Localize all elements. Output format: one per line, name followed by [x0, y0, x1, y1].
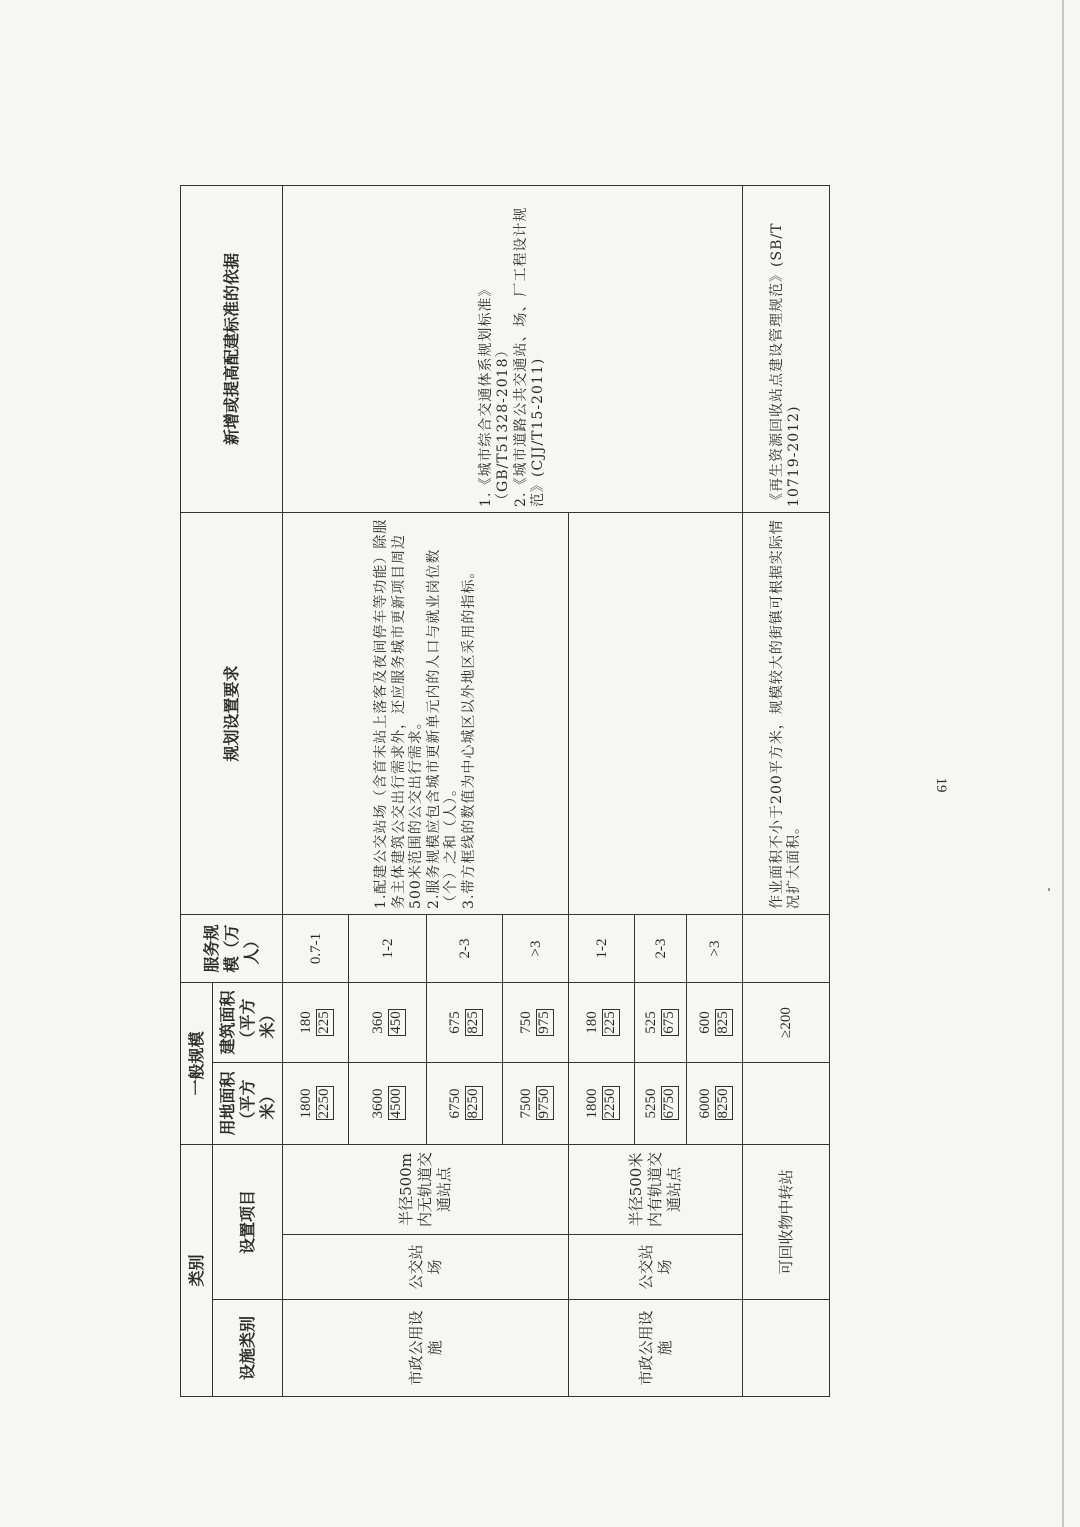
service-scale-cell: 1-2	[349, 914, 427, 982]
header-building-area: 建筑面积（平方米）	[213, 982, 283, 1062]
land-area-cell: 1800 2250	[569, 1062, 635, 1144]
header-land-area: 用地面积（平方米）	[213, 1062, 283, 1144]
service-scale-cell: 1-2	[569, 914, 635, 982]
service-scale-cell: >3	[687, 914, 743, 982]
land-area-cell: 1800 2250	[283, 1062, 349, 1144]
service-scale-cell: >3	[503, 914, 569, 982]
standards-table	[180, 185, 830, 1397]
building-area-cell: 600 825	[687, 982, 743, 1062]
land-area-cell: 6000 8250	[687, 1062, 743, 1144]
service-scale-cell: 2-3	[635, 914, 687, 982]
land-area-cell: 7500 9750	[503, 1062, 569, 1144]
recycle-item: 可回收物中转站	[743, 1144, 830, 1299]
page-number: 19	[933, 777, 949, 793]
header-general-scale: 一般规模	[181, 982, 213, 1144]
group2-requirements-empty	[569, 512, 743, 914]
service-scale-cell: 2-3	[427, 914, 503, 982]
recycle-requirements: 作业面积不小于200平方米，规模较大的街镇可根据实际情况扩大面积。	[743, 512, 830, 914]
recycle-building-area: ≥200	[743, 982, 830, 1062]
recycle-land-empty	[743, 1062, 830, 1144]
recycle-facility-type-empty	[743, 1300, 830, 1397]
header-setting-item: 设置项目	[213, 1144, 283, 1299]
land-area-cell: 5250 6750	[635, 1062, 687, 1144]
group1-facility-type: 市政公用设施	[283, 1300, 569, 1397]
land-area-cell: 6750 8250	[427, 1062, 503, 1144]
building-area-cell: 750 975	[503, 982, 569, 1062]
scan-speck	[1048, 888, 1050, 891]
header-basis: 新增或提高配建标准的依据	[181, 185, 283, 512]
standards-table-rotated	[180, 186, 830, 1397]
group1-requirements: 1.配建公交站场（含首末站上落客及夜间停车等功能）除服务主体建筑公交出行需求外，还应服务城市更新项目周边500米范围的公交出行需求。 2.服务规模应包含城市更新单元内的人口与就业岗位数（个）之和（人）。 3.带方框线的数值为中心城区以外地区采用的指标。	[283, 512, 569, 914]
group2-facility-type: 市政公用设施	[569, 1300, 743, 1397]
building-area-cell: 180 225	[283, 982, 349, 1062]
group2-item: 公交站场	[569, 1235, 743, 1300]
group1-sub-item: 半径500m内无轨道交通站点	[283, 1144, 569, 1234]
header-category: 类别	[181, 1144, 213, 1396]
recycle-basis: 《再生资源回收站点建设管理规范》(SB/T 10719-2012)	[743, 185, 830, 512]
header-facility-type: 设施类别	[213, 1300, 283, 1397]
group-basis: 1.《城市综合交通体系规划标准》（GB/T51328-2018） 2.《城市道路公共交通站、场、厂工程设计规范》(CJJ/T15-2011)	[283, 185, 743, 512]
building-area-cell: 525 675	[635, 982, 687, 1062]
recycle-service-empty	[743, 914, 830, 982]
building-area-cell: 675 825	[427, 982, 503, 1062]
header-planning-requirements: 规划设置要求	[181, 512, 283, 914]
service-scale-cell: 0.7-1	[283, 914, 349, 982]
building-area-cell: 360 450	[349, 982, 427, 1062]
group1-item: 公交站场	[283, 1235, 569, 1300]
header-service-scale: 服务规模（万人）	[181, 914, 283, 982]
building-area-cell: 180 225	[569, 982, 635, 1062]
page-edge	[1062, 0, 1064, 1527]
land-area-cell: 3600 4500	[349, 1062, 427, 1144]
group2-sub-item: 半径500米内有轨道交通站点	[569, 1144, 743, 1234]
